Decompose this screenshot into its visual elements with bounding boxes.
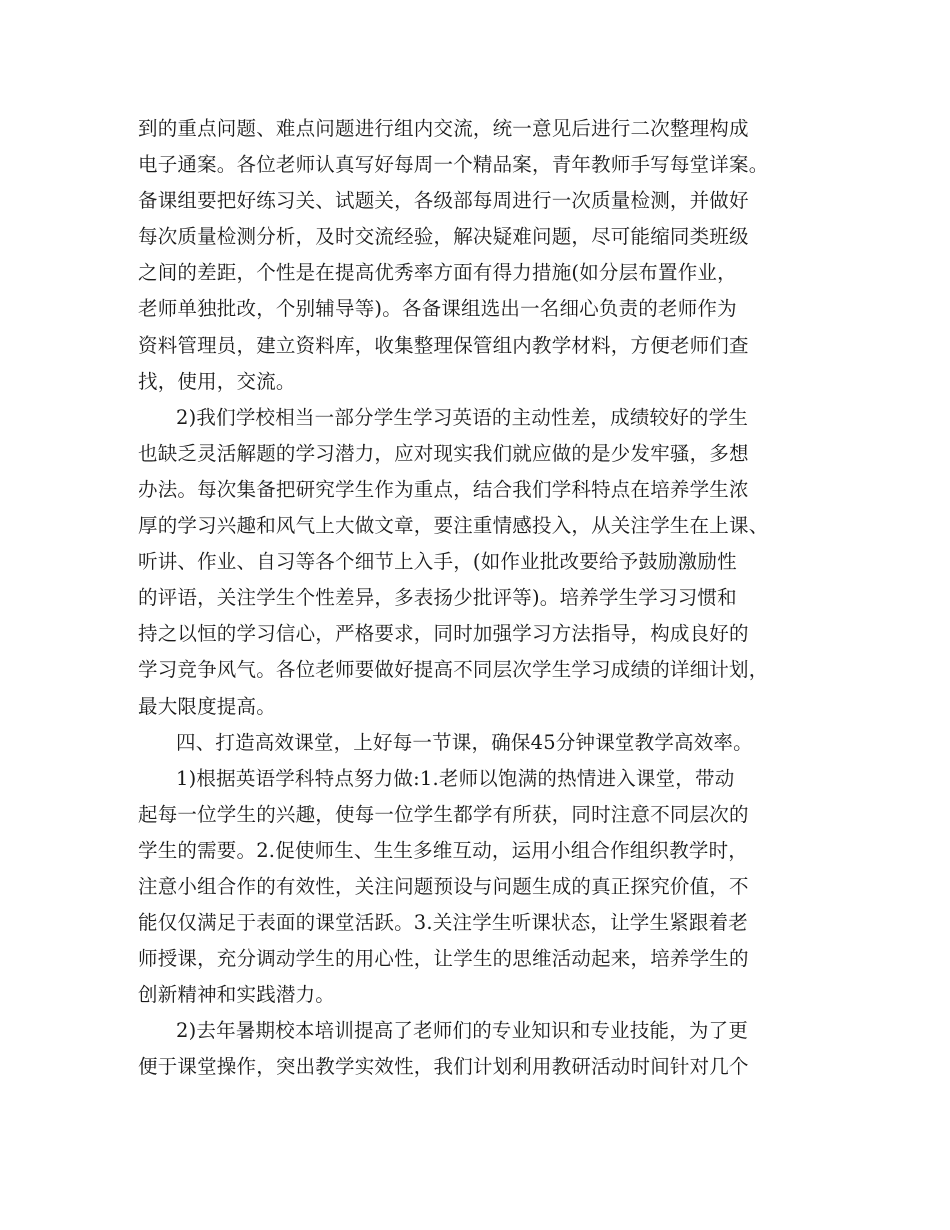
text-line: 备课组要把好练习关、试题关，各级部每周进行一次质量检测，并做好 [138, 189, 749, 213]
text-line: 的评语，关注学生个性差异，多表扬少批评等)。培养学生学习习惯和 [138, 586, 737, 610]
text-line: 学习竞争风气。各位老师要做好提高不同层次学生学习成绩的详细计划， [138, 658, 769, 682]
text-line: 办法。每次集备把研究学生作为重点，结合我们学科特点在培养学生浓 [138, 477, 749, 501]
text-line: 听讲、作业、自习等各个细节上入手，(如作业批改要给予鼓励激励性 [138, 550, 737, 574]
document-body [138, 111, 828, 1086]
text-line: 老师单独批改，个别辅导等)。各备课组选出一名细心负责的老师作为 [138, 297, 737, 321]
text-line: 也缺乏灵活解题的学习潜力，应对现实我们就应做的是少发牢骚，多想 [138, 441, 749, 465]
text-line: 2)去年暑期校本培训提高了老师们的专业知识和专业技能，为了更 [176, 1019, 749, 1043]
text-line: 师授课，充分调动学生的用心性，让学生的思维活动起来，培养学生的 [138, 947, 749, 971]
text-line: 持之以恒的学习信心，严格要求，同时加强学习方法指导，构成良好的 [138, 622, 749, 646]
text-line: 能仅仅满足于表面的课堂活跃。3.关注学生听课状态，让学生紧跟着老 [138, 911, 749, 935]
text-line: 厚的学习兴趣和风气上大做文章，要注重情感投入，从关注学生在上课、 [138, 514, 769, 538]
text-line: 学生的需要。2.促使师生、生生多维互动，运用小组合作组织教学时， [138, 838, 749, 862]
text-line: 四、打造高效课堂，上好每一节课，确保45分钟课堂教学高效率。 [176, 730, 753, 754]
text-line: 到的重点问题、难点问题进行组内交流，统一意见后进行二次整理构成 [138, 117, 749, 140]
text-line: 便于课堂操作，突出教学实效性，我们计划利用教研活动时间针对几个 [138, 1055, 749, 1079]
text-line: 注意小组合作的有效性，关注问题预设与问题生成的真正探究价值，不 [138, 874, 749, 898]
text-line: 找，使用，交流。 [138, 369, 296, 393]
text-line: 电子通案。各位老师认真写好每周一个精品案，青年教师手写每堂详案。 [138, 153, 769, 177]
text-line: 之间的差距，个性是在提高优秀率方面有得力措施(如分层布置作业， [138, 261, 737, 285]
text-line: 最大限度提高。 [138, 694, 276, 718]
text-line: 资料管理员，建立资料库，收集整理保管组内教学材料，方便老师们查 [138, 333, 749, 357]
text-line: 创新精神和实践潜力。 [138, 983, 336, 1007]
text-line: 每次质量检测分析，及时交流经验，解决疑难问题，尽可能缩同类班级 [138, 225, 749, 249]
text-line: 1)根据英语学科特点努力做:1.老师以饱满的热情进入课堂，带动 [176, 766, 735, 790]
text-line: 起每一位学生的兴趣，使每一位学生都学有所获，同时注意不同层次的 [138, 802, 749, 826]
text-line: 2)我们学校相当一部分学生学习英语的主动性差，成绩较好的学生 [176, 405, 749, 429]
